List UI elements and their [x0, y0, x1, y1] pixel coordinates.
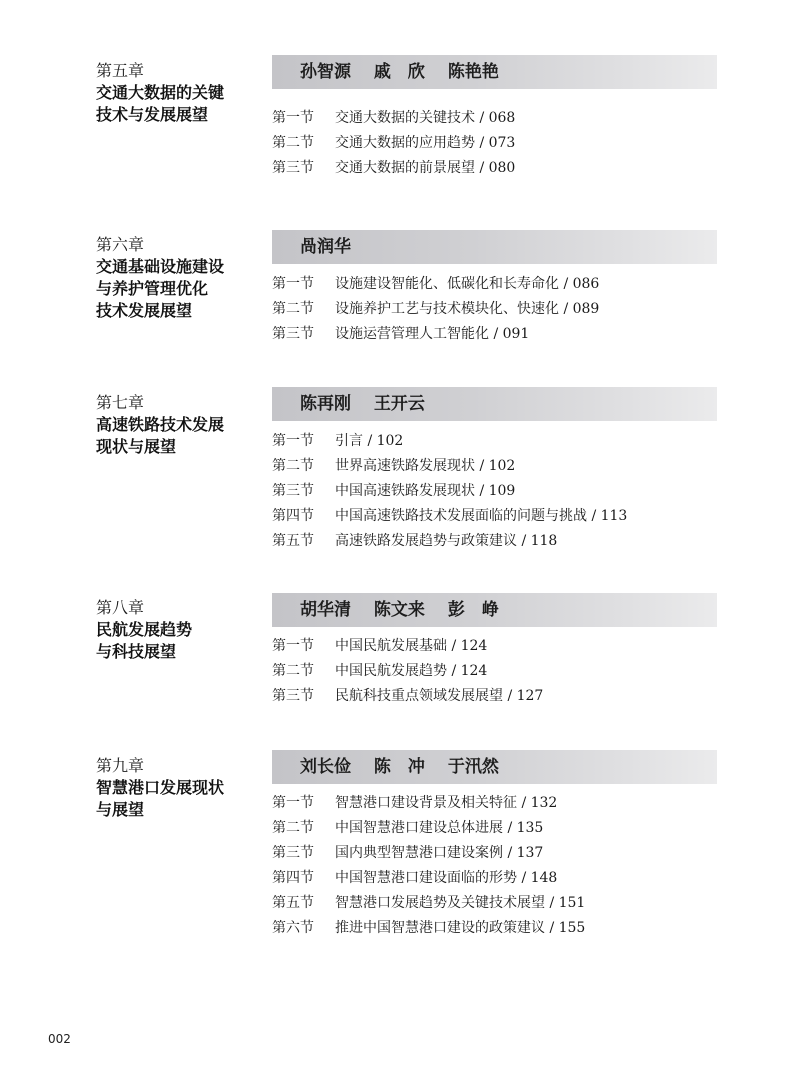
section-label: 第四节 — [272, 870, 314, 886]
section-label: 第三节 — [272, 483, 314, 499]
chapter-title-line: 与科技展望 — [96, 642, 177, 661]
section-title: 中国民航发展基础 / 124 — [335, 638, 488, 654]
section-label: 第四节 — [272, 508, 314, 524]
chapter-title-line: 现状与展望 — [96, 437, 177, 456]
authors-bar — [272, 593, 717, 627]
section-label: 第一节 — [272, 276, 314, 292]
authors-bar — [272, 55, 717, 89]
chapter-number: 第九章 — [96, 756, 145, 775]
section-entry — [272, 916, 732, 941]
section-title: 中国智慧港口建设面临的形势 / 148 — [335, 870, 558, 886]
section-label: 第二节 — [272, 663, 314, 679]
section-title: 世界高速铁路发展现状 / 102 — [335, 458, 516, 474]
section-title: 推进中国智慧港口建设的政策建议 / 155 — [335, 920, 586, 936]
section-label: 第六节 — [272, 920, 314, 936]
chapter-heading — [96, 597, 266, 663]
chapter-title-line: 高速铁路技术发展 — [96, 415, 225, 434]
chapter-heading — [96, 234, 266, 322]
chapter-title-line: 民航发展趋势 — [96, 620, 193, 639]
section-label: 第二节 — [272, 301, 314, 317]
section-entry — [272, 156, 732, 181]
section-title: 民航科技重点领域发展展望 / 127 — [335, 688, 544, 704]
section-title: 高速铁路发展趋势与政策建议 / 118 — [335, 533, 558, 549]
section-entry — [272, 816, 732, 841]
section-list — [272, 634, 732, 709]
section-title: 引言 / 102 — [335, 433, 404, 449]
chapter-authors: 刘长俭 陈 冲 于汛然 — [300, 757, 499, 777]
section-entry — [272, 322, 732, 347]
chapter-title-line: 交通大数据的关键 — [96, 83, 225, 102]
section-entry — [272, 529, 732, 554]
chapter-number: 第八章 — [96, 598, 145, 617]
section-label: 第一节 — [272, 638, 314, 654]
page-number: 002 — [48, 1032, 71, 1046]
section-label: 第二节 — [272, 458, 314, 474]
section-label: 第三节 — [272, 160, 314, 176]
chapter-number: 第六章 — [96, 235, 145, 254]
authors-bar — [272, 230, 717, 264]
section-title: 中国高速铁路技术发展面临的问题与挑战 / 113 — [335, 508, 628, 524]
chapter-number: 第五章 — [96, 61, 145, 80]
chapter-title-line: 技术发展展望 — [96, 301, 193, 320]
section-entry — [272, 297, 732, 322]
section-entry — [272, 429, 732, 454]
section-list — [272, 791, 732, 941]
authors-bar — [272, 387, 717, 421]
section-entry — [272, 866, 732, 891]
section-title: 交通大数据的关键技术 / 068 — [335, 110, 516, 126]
chapter-authors: 胡华清 陈文来 彭 峥 — [300, 600, 499, 620]
chapter-title-line: 交通基础设施建设 — [96, 257, 225, 276]
section-entry — [272, 454, 732, 479]
section-label: 第一节 — [272, 433, 314, 449]
section-entry — [272, 659, 732, 684]
section-entry — [272, 131, 732, 156]
section-label: 第三节 — [272, 326, 314, 342]
section-title: 中国智慧港口建设总体进展 / 135 — [335, 820, 544, 836]
section-title: 交通大数据的应用趋势 / 073 — [335, 135, 516, 151]
section-label: 第二节 — [272, 820, 314, 836]
section-entry — [272, 791, 732, 816]
section-list — [272, 272, 732, 347]
section-entry — [272, 634, 732, 659]
section-entry — [272, 504, 732, 529]
chapter-heading — [96, 755, 266, 821]
section-label: 第一节 — [272, 795, 314, 811]
section-title: 国内典型智慧港口建设案例 / 137 — [335, 845, 544, 861]
section-title: 设施建设智能化、低碳化和长寿命化 / 086 — [335, 276, 600, 292]
chapter-authors: 陈再刚 王开云 — [300, 394, 425, 414]
section-title: 智慧港口发展趋势及关键技术展望 / 151 — [335, 895, 586, 911]
section-entry — [272, 272, 732, 297]
section-title: 中国民航发展趋势 / 124 — [335, 663, 488, 679]
chapter-authors: 咼润华 — [300, 237, 351, 257]
section-entry — [272, 891, 732, 916]
section-label: 第五节 — [272, 533, 314, 549]
chapter-authors: 孙智源 戚 欣 陈艳艳 — [300, 62, 499, 82]
section-list — [272, 429, 732, 554]
authors-bar — [272, 750, 717, 784]
section-entry — [272, 106, 732, 131]
chapter-title-line: 与展望 — [96, 800, 145, 819]
section-label: 第五节 — [272, 895, 314, 911]
chapter-heading — [96, 392, 266, 458]
section-title: 中国高速铁路发展现状 / 109 — [335, 483, 516, 499]
section-label: 第三节 — [272, 688, 314, 704]
section-label: 第二节 — [272, 135, 314, 151]
section-entry — [272, 841, 732, 866]
section-title: 设施运营管理人工智能化 / 091 — [335, 326, 530, 342]
section-label: 第三节 — [272, 845, 314, 861]
chapter-title-line: 与养护管理优化 — [96, 279, 209, 298]
chapter-title-line: 技术与发展展望 — [96, 105, 209, 124]
section-title: 设施养护工艺与技术模块化、快速化 / 089 — [335, 301, 600, 317]
section-entry — [272, 479, 732, 504]
section-entry — [272, 684, 732, 709]
chapter-heading — [96, 60, 266, 126]
section-title: 交通大数据的前景展望 / 080 — [335, 160, 516, 176]
chapter-number: 第七章 — [96, 393, 145, 412]
section-label: 第一节 — [272, 110, 314, 126]
section-title: 智慧港口建设背景及相关特征 / 132 — [335, 795, 558, 811]
chapter-title-line: 智慧港口发展现状 — [96, 778, 225, 797]
section-list — [272, 106, 732, 181]
